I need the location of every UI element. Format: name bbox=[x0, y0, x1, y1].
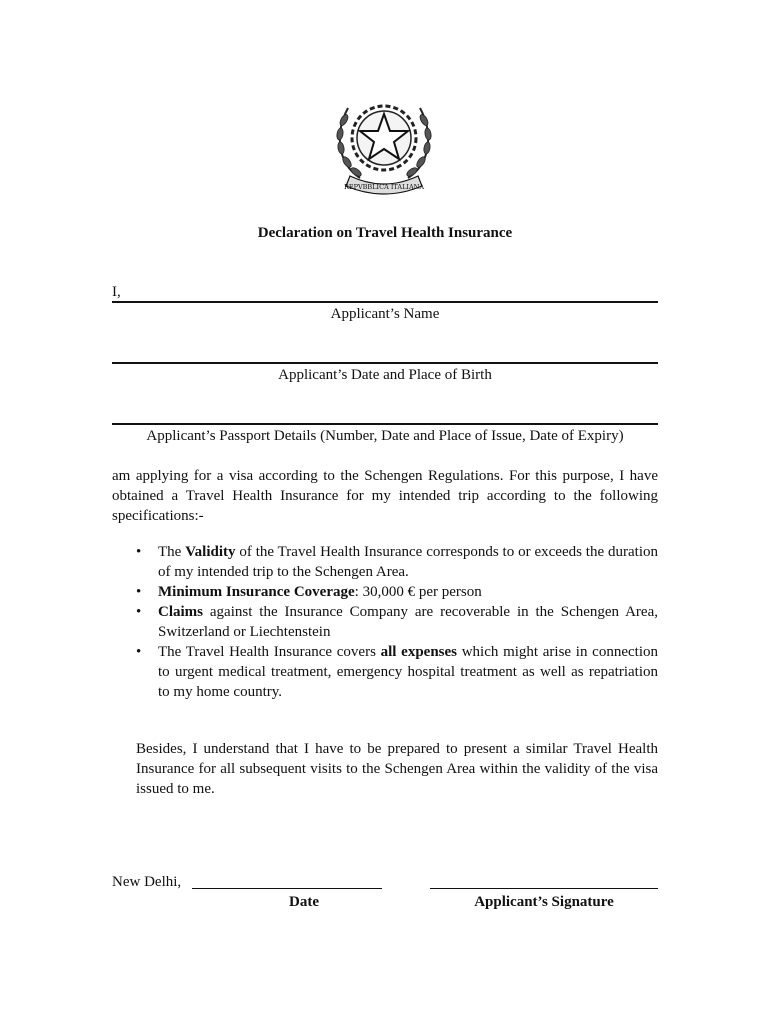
name-caption: Applicant’s Name bbox=[330, 306, 440, 322]
specifications-list bbox=[158, 542, 658, 702]
place-label: New Delhi, bbox=[112, 874, 182, 890]
besides-paragraph: Besides, I understand that I have to be prepared to present a similar Travel Health Insurance for all subsequent visits to the Schengen Area within the validity of the visa issued to me. bbox=[136, 741, 658, 797]
date-label: Date bbox=[289, 894, 319, 910]
statement-paragraph: am applying for a visa according to the Schengen Regulations. For this purpose, I have obtained a Travel Health Insurance for my intended trip according to the following specifications:- bbox=[112, 468, 658, 524]
list-item: • Claims against the Insurance Company are recoverable in the Schengen Area, Switzerland or Liechtenstein bbox=[158, 602, 658, 642]
intro-prefix: I, bbox=[112, 284, 121, 300]
svg-text:REPVBBLICA ITALIANA: REPVBBLICA ITALIANA bbox=[343, 183, 425, 191]
list-item: • The Validity of the Travel Health Insurance corresponds to or exceeds the duration of my intended trip to the Schengen Area. bbox=[158, 542, 658, 582]
name-field-line[interactable] bbox=[112, 301, 658, 303]
signature-label: Applicant’s Signature bbox=[474, 894, 614, 910]
birth-field-line[interactable] bbox=[112, 362, 658, 364]
passport-field-line[interactable] bbox=[112, 423, 658, 425]
list-item: • The Travel Health Insurance covers all expenses which might arise in connection to urgent medical treatment, emergency hospital treatment as well as repatriation to my home country. bbox=[158, 642, 658, 702]
list-item: • Minimum Insurance Coverage: 30,000 € per person bbox=[158, 582, 658, 602]
passport-caption: Applicant’s Passport Details (Number, Date and Place of Issue, Date of Expiry) bbox=[146, 428, 624, 444]
birth-caption: Applicant’s Date and Place of Birth bbox=[278, 367, 492, 383]
italian-emblem-icon bbox=[330, 86, 438, 198]
document-title: Declaration on Travel Health Insurance bbox=[257, 225, 513, 241]
signature-field-line[interactable] bbox=[430, 888, 658, 889]
date-field-line[interactable] bbox=[192, 888, 382, 889]
